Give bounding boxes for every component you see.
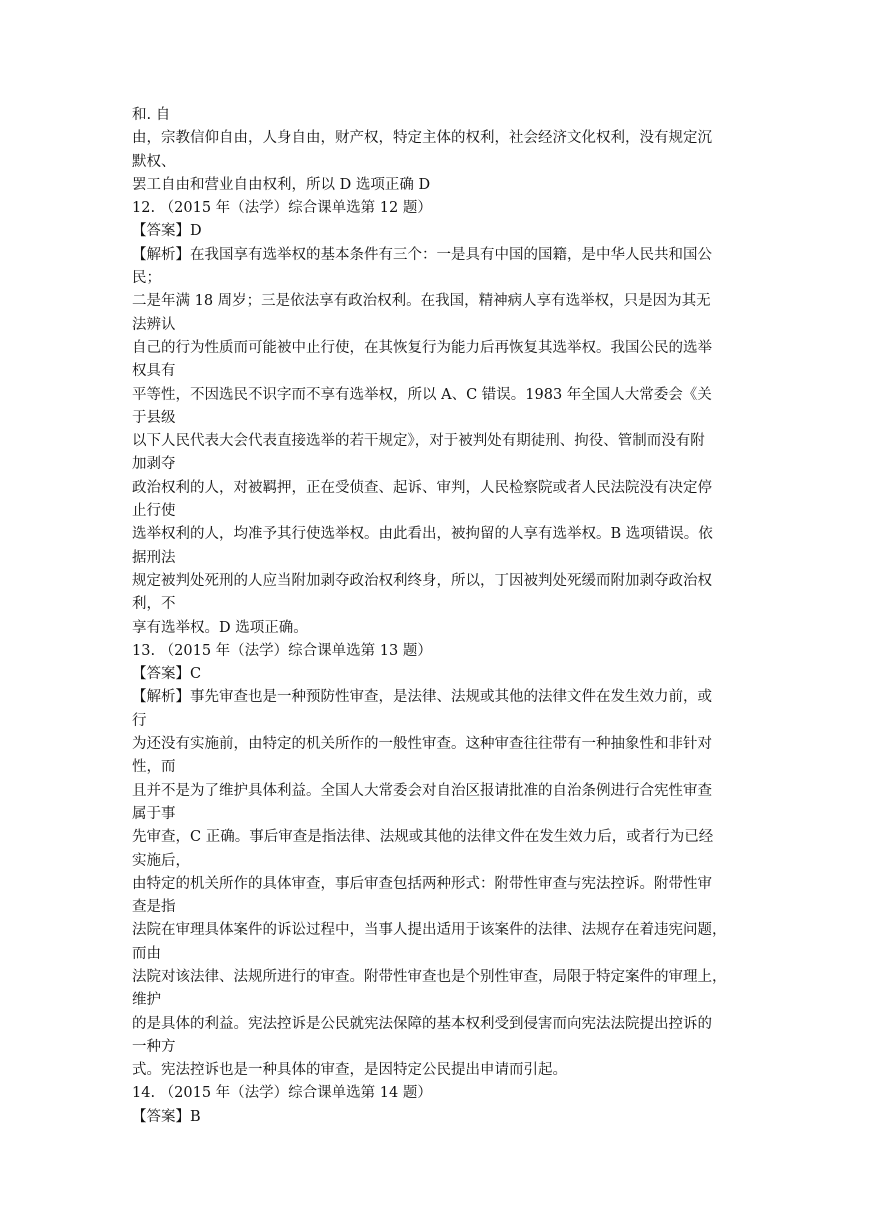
text-line: 性，而: [132, 759, 176, 776]
text-line: 权具有: [132, 363, 176, 380]
text-line: 维护: [132, 992, 161, 1009]
text-line: 行: [132, 712, 147, 729]
text-line: 的是具体的利益。宪法控诉是公民就宪法保障的基本权利受到侵害而向宪法法院提出控诉的: [132, 1015, 712, 1032]
text-line: 选举权利的人，均准予其行使选举权。由此看出，被拘留的人享有选举权。B 选项错误。依: [132, 526, 713, 543]
text-line: 式。宪法控诉也是一种具体的审查，是因特定公民提出申请而引起。: [132, 1062, 567, 1079]
text-line: 二是年满 18 周岁；三是依法享有政治权利。在我国，精神病人享有选举权，只是因为其无: [132, 293, 711, 310]
text-line: 默权、: [132, 153, 176, 170]
text-line: 止行使: [132, 503, 176, 520]
text-line: 法院对该法律、法规所进行的审查。附带性审查也是个别性审查，局限于特定案件的审理上，: [132, 968, 727, 985]
text-line: 加剥夺: [132, 456, 176, 473]
text-line: 先审查，C 正确。事后审查是指法律、法规或其他的法律文件在发生效力后，或者行为已经: [132, 829, 714, 846]
question-heading: 13. （2015 年（法学）综合课单选第 13 题）: [132, 642, 432, 659]
text-line: 规定被判处死刑的人应当附加剥夺政治权利终身，所以，丁因被判处死缓而附加剥夺政治权: [132, 572, 712, 589]
text-line: 由特定的机关所作的具体审查，事后审查包括两种形式：附带性审查与宪法控诉。附带性审: [132, 875, 712, 892]
text-line: 自己的行为性质而可能被中止行使，在其恢复行为能力后再恢复其选举权。我国公民的选举: [132, 339, 712, 356]
text-line: 法辨认: [132, 316, 176, 333]
text-line: 且并不是为了维护具体利益。全国人大常委会对自治区报请批准的自治条例进行合宪性审查: [132, 782, 712, 799]
answer-label: 【答案】B: [132, 1108, 201, 1125]
document-page: [132, 104, 744, 1129]
answer-label: 【答案】C: [132, 666, 202, 683]
answer-label: 【答案】D: [132, 223, 202, 240]
text-line: 实施后，: [132, 852, 190, 869]
text-line: 属于事: [132, 805, 176, 822]
text-line: 罢工自由和营业自由权利，所以 D 选项正确 D: [132, 176, 431, 193]
analysis-text: 【解析】在我国享有选举权的基本条件有三个：一是具有中国的国籍，是中华人民共和国公: [132, 246, 712, 263]
text-line: 民；: [132, 270, 161, 287]
text-line: 一种方: [132, 1038, 176, 1055]
question-heading: 12. （2015 年（法学）综合课单选第 12 题）: [132, 200, 432, 217]
text-line: 由，宗教信仰自由，人身自由，财产权，特定主体的权利，社会经济文化权利，没有规定沉: [132, 130, 712, 147]
text-line: 平等性，不因选民不识字而不享有选举权，所以 A、C 错误。1983 年全国人大常委会《关: [132, 386, 712, 403]
text-line: 和. 自: [132, 107, 171, 123]
analysis-text: 【解析】事先审查也是一种预防性审查，是法律、法规或其他的法律文件在发生效力前，或: [132, 689, 712, 706]
text-line: 据刑法: [132, 549, 176, 566]
text-line: 法院在审理具体案件的诉讼过程中，当事人提出适用于该案件的法律、法规存在着违宪问题，: [132, 922, 727, 939]
text-line: 政治权利的人，对被羁押，正在受侦查、起诉、审判，人民检察院或者人民法院没有决定停: [132, 479, 712, 496]
text-line: 享有选举权。D 选项正确。: [132, 619, 308, 636]
text-line: 而由: [132, 945, 161, 962]
text-line: 为还没有实施前，由特定的机关所作的一般性审查。这种审查往往带有一种抽象性和非针对: [132, 736, 712, 753]
text-line: 于县级: [132, 409, 176, 426]
text-line: 查是指: [132, 899, 176, 916]
question-heading: 14. （2015 年（法学）综合课单选第 14 题）: [132, 1085, 432, 1102]
text-line: 以下人民代表大会代表直接选举的若干规定》，对于被判处有期徒刑、拘役、管制而没有附: [132, 433, 705, 450]
text-line: 利，不: [132, 596, 176, 613]
